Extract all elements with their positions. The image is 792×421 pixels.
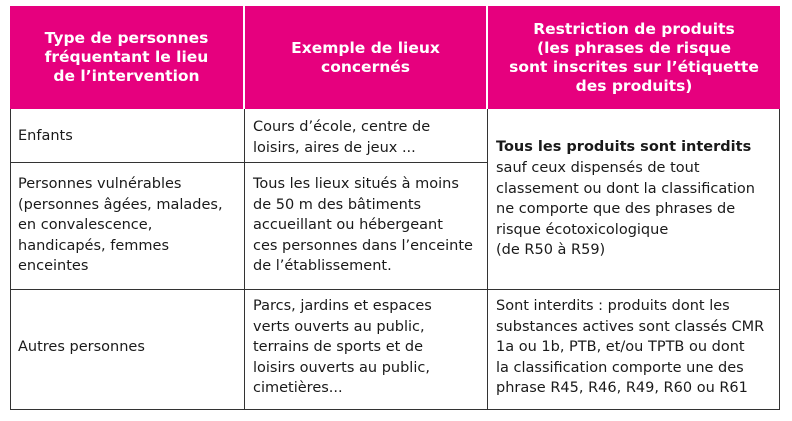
cell-lieux-autres: Parcs, jardins et espaces verts ouverts au public, terrains de sports et de loisirs ouverts au public, cimetières... xyxy=(253,298,432,396)
border-row1 xyxy=(10,162,488,163)
header-exemple-lieux-label: Exemple de lieux concernés xyxy=(291,38,440,76)
border-bottom xyxy=(10,409,780,410)
cell-restriction-autres: Sont interdits : produits dont les substances actives sont classés CMR 1a ou 1b, PTB, et/ou TPTB ou dont la classification comporte une des phrase R45, R46, R49, R60 ou R61 xyxy=(496,298,765,396)
cell-lieux-enfants: Cours d’école, centre de loisirs, aires de jeux ... xyxy=(253,119,431,156)
cell-restriction-interdits-bold: Tous les produits sont interdits xyxy=(496,139,752,155)
header-type-personnes-label: Type de personnes fréquentant le lieu de l’intervention xyxy=(44,29,209,85)
header-exemple-lieux xyxy=(245,6,486,109)
restriction-table xyxy=(10,6,780,410)
border-left xyxy=(10,109,11,410)
header-restriction-produits xyxy=(488,6,780,109)
border-right xyxy=(779,109,780,410)
border-col1 xyxy=(244,109,245,410)
cell-restriction-interdits-text: sauf ceux dispensés de tout classement ou dont la classification ne comporte que des phrases de risque écotoxicologique (de R50 à R59) xyxy=(496,160,755,258)
border-row2 xyxy=(10,289,780,290)
header-type-personnes xyxy=(10,6,243,109)
cell-lieux-vulnerables: Tous les lieux situés à moins de 50 m des bâtiments accueillant ou hébergeant ces personnes dans l’enceinte de l’établissement. xyxy=(253,176,473,274)
cell-type-enfants: Enfants xyxy=(18,128,73,144)
header-restriction-produits-label: Restriction de produits (les phrases de risque sont inscrites sur l’étiquette des produits) xyxy=(509,19,759,95)
border-col2 xyxy=(487,109,488,410)
cell-type-autres: Autres personnes xyxy=(18,339,145,355)
cell-type-vulnerables: Personnes vulnérables (personnes âgées, malades, en convalescence, handicapés, femmes enceintes xyxy=(18,176,223,274)
